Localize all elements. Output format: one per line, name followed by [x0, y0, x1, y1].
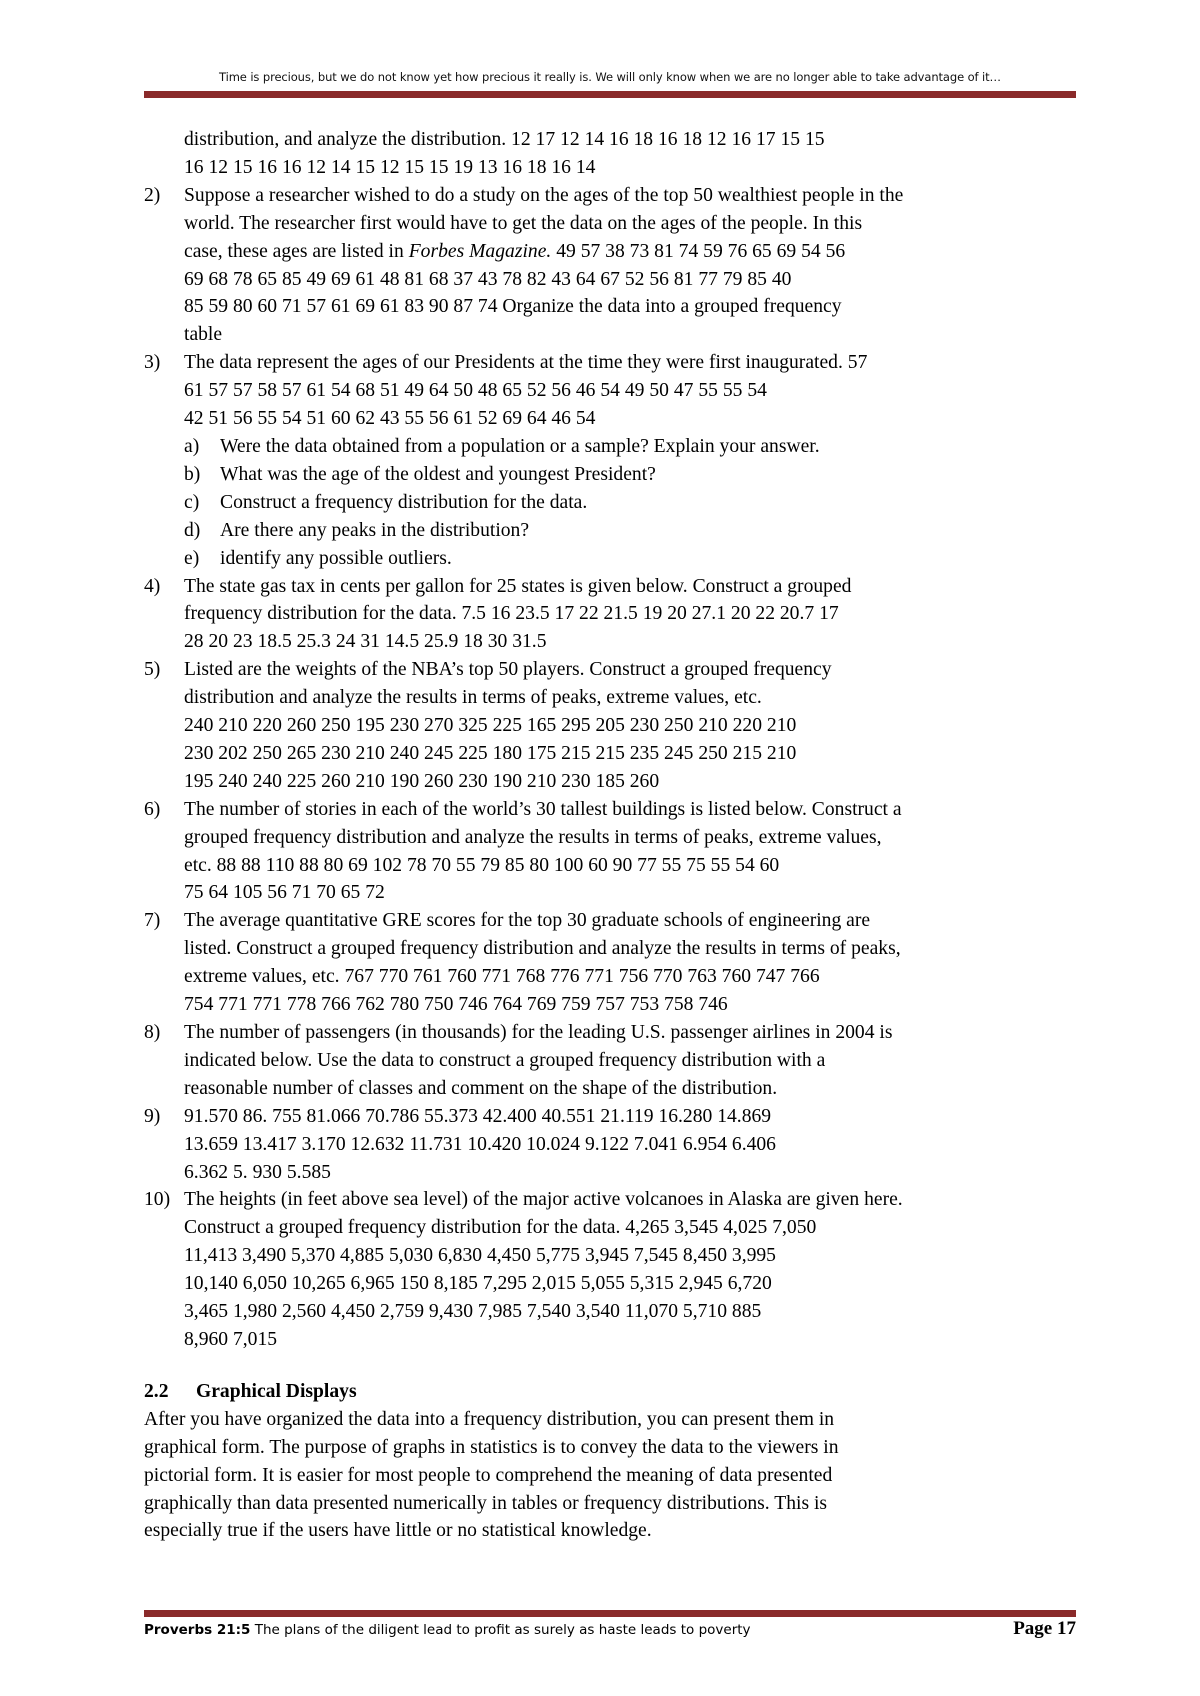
continued-item-text: distribution, and analyze the distribution. 12 17 12 14 16 18 16 18 12 16 17 15 15 16 12 15 16 16 12 14 15 12 15 15 19 13 16 18 16 14 [184, 129, 825, 178]
item-text: The average quantitative GRE scores for the top 30 graduate schools of engineering are listed. Construct a grouped frequency distribution and analyze the results in terms of peaks, extreme values, etc. 767 770 761 760 771 768 776 771 756 770 763 760 747 766 754 771 771 778 766 762 780 750 746 764 769 759 757 753 758 746 [184, 910, 901, 1016]
list-item [144, 796, 1084, 908]
sub-item [144, 489, 1084, 517]
item-text: The number of passengers (in thousands) for the leading U.S. passenger airlines in 2004 is indicated below. Use the data to construct a grouped frequency distribution with a reasonable number of classes and comment on the shape of the distribution. [184, 1022, 893, 1099]
section-heading [144, 1378, 1084, 1406]
sub-item-letter: c) [184, 491, 200, 513]
footer-reference: Proverbs 21:5 [144, 1622, 251, 1638]
item-text: The data represent the ages of our Presidents at the time they were first inaugurated. 57 61 57 57 58 57 61 54 68 51 49 64 50 48 65 52 56 46 54 49 50 47 55 55 54 42 51 56 55 54 51 60 62 43 55 56 61 52 69 64 46 54 [184, 352, 868, 430]
footer-rule [144, 1610, 1076, 1617]
item-text [184, 185, 903, 346]
sub-item [144, 517, 1084, 545]
sub-item-text: identify any possible outliers. [220, 547, 452, 569]
sub-item [144, 545, 1084, 573]
body-paragraph: After you have organized the data into a frequency distribution, you can present them in graphical form. The purpose of graphs in statistics is to convey the data to the viewers in pictorial form. It is easier for most people to comprehend the meaning of data presented graphically than data presented numerically in tables or frequency distributions. This is especially true if the users have little or no statistical knowledge. [144, 1408, 839, 1542]
sub-item-letter: a) [184, 435, 200, 457]
sub-item-letter: b) [184, 463, 201, 485]
list-item [144, 349, 1084, 433]
item-text: The state gas tax in cents per gallon for 25 states is given below. Construct a grouped frequency distribution for the data. 7.5 16 23.5 17 22 21.5 19 20 27.1 20 22 20.7 17 28 20 23 18.5 25.3 24 31 14.5 25.9 18 30 31.5 [184, 575, 852, 653]
item-number: 10) [144, 1189, 171, 1211]
item-text: Listed are the weights of the NBA’s top 50 players. Construct a grouped frequency distribution and analyze the results in terms of peaks, extreme values, etc. 240 210 220 260 250 195 230 270 325 225 165 295 205 230 250 210 220 210 230 202 250 265 230 210 240 245 225 180 175 215 215 235 245 250 215 210 195 240 240 225 260 210 190 260 230 190 210 230 185 260 [184, 659, 832, 792]
list-item [144, 182, 1084, 349]
sub-item-text: Are there any peaks in the distribution? [220, 519, 530, 541]
sub-item [144, 461, 1084, 489]
sub-item-letter: e) [184, 547, 200, 569]
item-text: The heights (in feet above sea level) of the major active volcanoes in Alaska are given here. Construct a grouped frequency distribution for the data. 4,265 3,545 4,025 7,050 11,413 3,490 5,370 4,885 5,030 6,830 4,450 5,775 3,945 7,545 8,450 3,995 10,140 6,050 10,265 6,965 150 8,185 7,295 2,015 5,055 5,315 2,945 6,720 3,465 1,980 2,560 4,450 2,759 9,430 7,985 7,540 3,540 11,070 5,710 885 8,960 7,015 [184, 1189, 903, 1350]
item-number: 8) [144, 1022, 161, 1043]
section-title: Graphical Displays [196, 1380, 357, 1402]
section-number: 2.2 [144, 1380, 169, 1402]
sub-item-text: Were the data obtained from a population or a sample? Explain your answer. [220, 435, 820, 457]
item-text: 91.570 86. 755 81.066 70.786 55.373 42.400 40.551 21.119 16.280 14.869 13.659 13.417 3.170 12.632 11.731 10.420 10.024 9.122 7.041 6.954 6.406 6.362 5. 930 5.585 [184, 1105, 776, 1183]
item-number: 9) [144, 1105, 161, 1127]
header-rule [144, 91, 1076, 98]
item-number: 7) [144, 910, 161, 932]
page-number: Page 17 [1013, 1618, 1076, 1639]
sub-item-text: What was the age of the oldest and youngest President? [220, 463, 656, 485]
page-content [144, 126, 1084, 1545]
list-item [144, 656, 1084, 796]
sub-item-text: Construct a frequency distribution for the data. [220, 491, 588, 513]
item-text-part: 49 57 38 73 81 74 59 76 65 69 54 56 69 68 78 65 85 49 69 61 48 81 68 37 43 78 82 43 64 67 52 56 81 77 79 85 40 85 59 80 60 71 57 61 69 61 83 90 87 74 Organize the data into a grouped frequency table [184, 240, 846, 346]
item-text-part: Suppose a researcher wished to do a study on the ages of the top 50 wealthiest people in the world. The researcher first would have to get the data on the ages of the people. In this case, these ages are listed in [184, 184, 904, 262]
item-number: 4) [144, 575, 161, 597]
item-number: 3) [144, 352, 161, 374]
header-quote: Time is precious, but we do not know yet how precious it really is. We will only know when we are no longer able to take advantage of it… [219, 70, 1001, 84]
item-italic-source: Forbes Magazine. [408, 240, 552, 262]
footer [144, 1618, 1076, 1639]
item-number: 6) [144, 798, 161, 820]
list-item [144, 1019, 1084, 1103]
footer-text: The plans of the diligent lead to profit as surely as haste leads to poverty [250, 1622, 751, 1638]
sub-item [144, 433, 1084, 461]
item-number: 5) [144, 659, 161, 681]
item-number: 2) [144, 184, 161, 206]
list-item [144, 1186, 1084, 1353]
item-text: The number of stories in each of the world’s 30 tallest buildings is listed below. Construct a grouped frequency distribution and analyze the results in terms of peaks, extreme values, etc. 88 88 110 88 80 69 102 78 70 55 79 85 80 100 60 90 77 55 75 55 54 60 75 64 105 56 71 70 65 72 [184, 798, 902, 904]
list-item [144, 1103, 1084, 1187]
list-item [144, 907, 1084, 1019]
list-item [144, 573, 1084, 657]
sub-item-letter: d) [184, 519, 201, 541]
